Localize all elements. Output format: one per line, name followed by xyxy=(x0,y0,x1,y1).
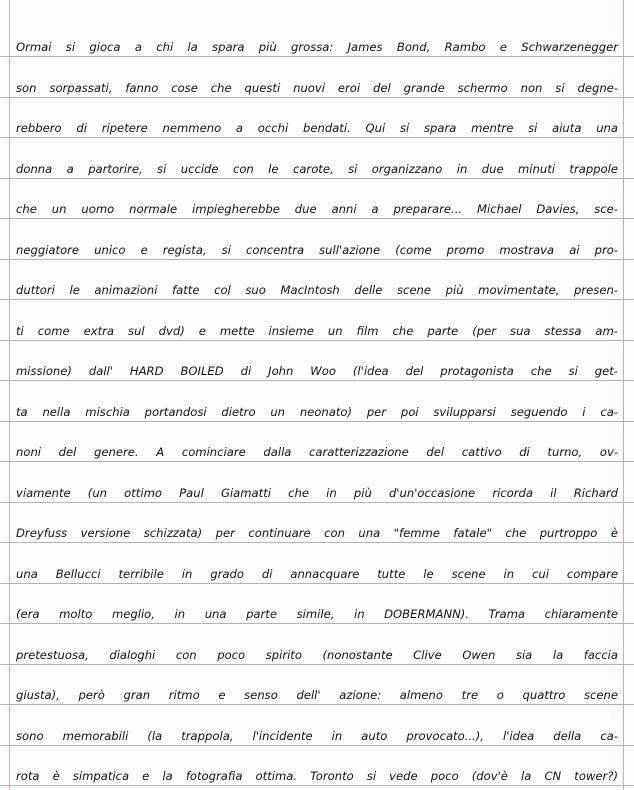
text-line: ti come extra sul dvd) e mette insieme un film che parte (per sua stessa am- xyxy=(16,324,618,338)
right-margin-line xyxy=(623,0,624,790)
text-line: donna a partorire, si uccide con le carote, si organizzano in due minuti trappole xyxy=(16,162,618,176)
text-line: rebbero di ripetere nemmeno a occhi bendati. Qui si spara mentre si aiuta una xyxy=(16,121,618,135)
text-line: Dreyfuss versione schizzata) per continuare con una "femme fatale" che purtroppo è xyxy=(16,526,618,540)
text-line: duttori le animazioni fatte col suo MacIntosh delle scene più movimentate, presen- xyxy=(16,283,618,297)
left-margin-line xyxy=(9,0,10,790)
text-line: viamente (un ottimo Paul Giamatti che in più d'un'occasione ricorda il Richard xyxy=(16,486,618,500)
text-line: pretestuosa, dialoghi con poco spirito (nonostante Clive Owen sia la faccia xyxy=(16,648,618,662)
text-line: giusta), però gran ritmo e senso dell' azione: almeno tre o quattro scene xyxy=(16,688,618,702)
text-line: noni del genere. A cominciare dalla caratterizzazione del cattivo di turno, ov- xyxy=(16,445,618,459)
text-line: son sorpassati, fanno cose che questi nuovi eroi del grande schermo non si degne- xyxy=(16,81,618,95)
text-line: ta nella mischia portandosi dietro un neonato) per poi svilupparsi seguendo i ca- xyxy=(16,405,618,419)
text-line: una Bellucci terribile in grado di annacquare tutte le scene in cui compare xyxy=(16,567,618,581)
text-line: sono memorabili (la trappola, l'incidente in auto provocato...), l'idea della ca- xyxy=(16,729,618,743)
text-line: neggiatore unico e regista, si concentra sull'azione (come promo mostrava ai pro- xyxy=(16,243,618,257)
text-line: Ormai si gioca a chi la spara più grossa: James Bond, Rambo e Schwarzenegger xyxy=(16,40,618,54)
text-line: che un uomo normale impiegherebbe due anni a preparare... Michael Davies, sce- xyxy=(16,202,618,216)
text-line: (era molto meglio, in una parte simile, in DOBERMANN). Trama chiaramente xyxy=(16,607,618,621)
text-line: rota è simpatica e la fotografia ottima. Toronto si vede poco (dov'è la CN tower?) xyxy=(16,769,618,783)
text-line: missione) dall' HARD BOILED di John Woo (l'idea del protagonista che si get- xyxy=(16,364,618,378)
